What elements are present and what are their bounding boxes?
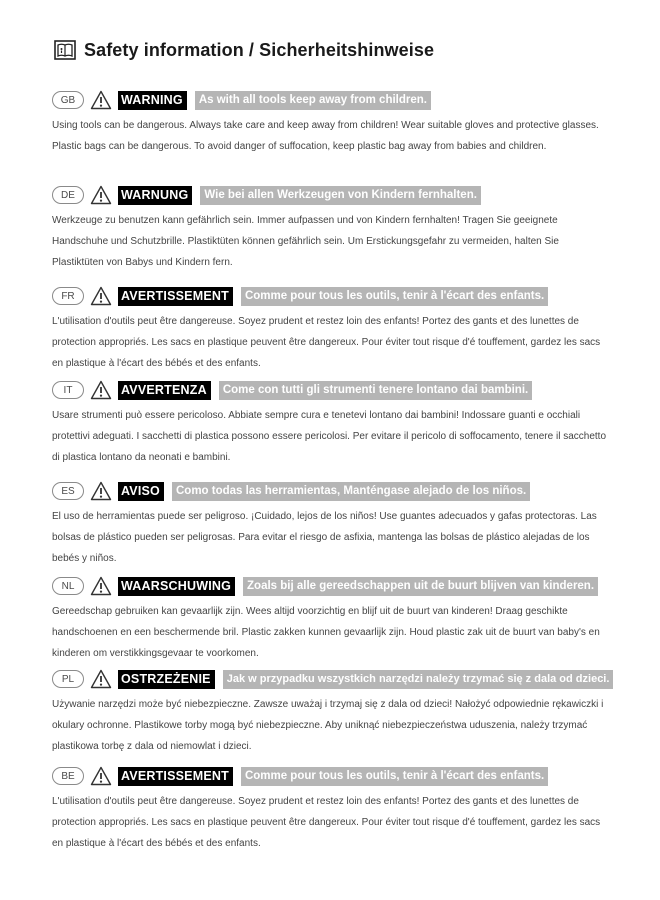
warning-triangle-icon: [90, 380, 112, 400]
warning-body-text: L'utilisation d'outils peut être dangereuse. Soyez prudent et restez loin des enfants! Portez des gants et des lunettes de protection appropriés. Les sacs en plastique peuvent être dangereux. Pour éviter tout risque d'é touffement, gardez les sacs en plastique à l'écart des bébés et des enfants.: [52, 316, 601, 369]
section-it: [52, 378, 612, 468]
warning-headline: Comme pour tous les outils, tenir à l'écart des enfants.: [241, 287, 548, 306]
warning-label: OSTRZEŻENIE: [118, 670, 215, 689]
section-be: [52, 764, 612, 854]
section-fr: [52, 284, 612, 374]
warning-header: [52, 378, 612, 402]
warning-label: AVERTISSEMENT: [118, 287, 233, 306]
warning-header: [52, 88, 612, 112]
language-code-badge: PL: [52, 670, 84, 688]
warning-triangle-icon: [90, 185, 112, 205]
warning-label: WARNUNG: [118, 186, 192, 205]
warning-triangle-icon: [90, 90, 112, 110]
warning-headline: Come con tutti gli strumenti tenere lontano dai bambini.: [219, 381, 532, 400]
warning-label: AVERTISSEMENT: [118, 767, 233, 786]
warning-label: WAARSCHUWING: [118, 577, 235, 596]
warning-triangle-icon: [90, 481, 112, 501]
warning-body-text: Using tools can be dangerous. Always take care and keep away from children! Wear suitable gloves and protective glasses. Plastic bags can be dangerous. To avoid danger of suffocation, keep plastic bag away from babies and children.: [52, 120, 599, 152]
warning-body-text: L'utilisation d'outils peut être dangereuse. Soyez prudent et restez loin des enfants! Portez des gants et des lunettes de protection appropriés. Les sacs en plastique peuvent être dangereux. Pour éviter tout risque d'é touffement, gardez les sacs en plastique à l'écart des bébés et des enfants.: [52, 796, 601, 849]
language-code-badge: DE: [52, 186, 84, 204]
language-code-badge: IT: [52, 381, 84, 399]
warning-body-text: Usare strumenti può essere pericoloso. Abbiate sempre cura e tenetevi lontano dai bambini! Indossare guanti e occhiali protettivi adeguati. I sacchetti di plastica possono essere pericolosi. Per evitare il pericolo di soffocamento, tenere il sacchetto di plastica lontano da neonati e bambini.: [52, 410, 606, 463]
warning-header: [52, 183, 612, 207]
language-code-badge: ES: [52, 482, 84, 500]
warning-triangle-icon: [90, 669, 112, 689]
warning-body-text: Gereedschap gebruiken kan gevaarlijk zijn. Wees altijd voorzichtig en blijf uit de buurt van kinderen! Draag geschikte handschoenen en een beschermende bril. Plastic zakken kunnen gevaarlijk zijn. Houd plastic zak uit de buurt van baby's en kinderen om verstikkingsgevaar te voorkomen.: [52, 606, 600, 659]
page-header: [54, 36, 434, 64]
warning-headline: Zoals bij alle gereedschappen uit de buurt blijven van kinderen.: [243, 577, 598, 596]
warning-triangle-icon: [90, 286, 112, 306]
warning-body-text: Używanie narzędzi może być niebezpieczne. Zawsze uważaj i trzymaj się z dala od dzieci! Nałożyć odpowiednie rękawiczki i okulary ochronne. Plastikowe torby mogą być niebezpieczne. Aby uniknąć niebezpieczeństwa uduszenia, należy trzymać plastikowa torbę z dala od niemowlat i dzieci.: [52, 699, 604, 752]
warning-header: [52, 479, 612, 503]
warning-triangle-icon: [90, 576, 112, 596]
warning-header: [52, 574, 612, 598]
section-nl: [52, 574, 612, 664]
book-icon: [54, 39, 76, 61]
warning-header: [52, 764, 612, 788]
warning-header: [52, 284, 612, 308]
language-code-badge: BE: [52, 767, 84, 785]
section-pl: [52, 667, 612, 757]
page-title: Safety information / Sicherheitshinweise: [84, 39, 435, 60]
section-gb: [52, 88, 612, 157]
section-de: [52, 183, 612, 273]
language-code-badge: FR: [52, 287, 84, 305]
warning-headline: Wie bei allen Werkzeugen von Kindern fernhalten.: [200, 186, 481, 205]
warning-headline: Comme pour tous les outils, tenir à l'écart des enfants.: [241, 767, 548, 786]
warning-headline: Jak w przypadku wszystkich narzędzi należy trzymać się z dala od dzieci.: [223, 670, 614, 689]
warning-label: AVVERTENZA: [118, 381, 211, 400]
warning-body-text: El uso de herramientas puede ser peligroso. ¡Cuidado, lejos de los niños! Use guantes adecuados y gafas protectoras. Las bolsas de plástico pueden ser peligrosas. Para evitar el riesgo de asfixia, mantenga las bolsas de plástico alejadas de los bebés y niños.: [52, 511, 597, 564]
language-code-badge: NL: [52, 577, 84, 595]
warning-headline: As with all tools keep away from children.: [195, 91, 431, 110]
warning-label: WARNING: [118, 91, 187, 110]
warning-header: [52, 667, 612, 691]
section-es: [52, 479, 612, 569]
warning-body-text: Werkzeuge zu benutzen kann gefährlich sein. Immer aufpassen und von Kindern fernhalten! Tragen Sie geeignete Handschuhe und Schutzbrille. Plastiktüten können gefährlich sein. Um Erstickungsgefahr zu vermeiden, halten Sie Plastiktüten von Babys und Kindern fern.: [52, 215, 559, 268]
language-code-badge: GB: [52, 91, 84, 109]
warning-headline: Como todas las herramientas, Manténgase alejado de los niños.: [172, 482, 530, 501]
warning-triangle-icon: [90, 766, 112, 786]
warning-label: AVISO: [118, 482, 164, 501]
